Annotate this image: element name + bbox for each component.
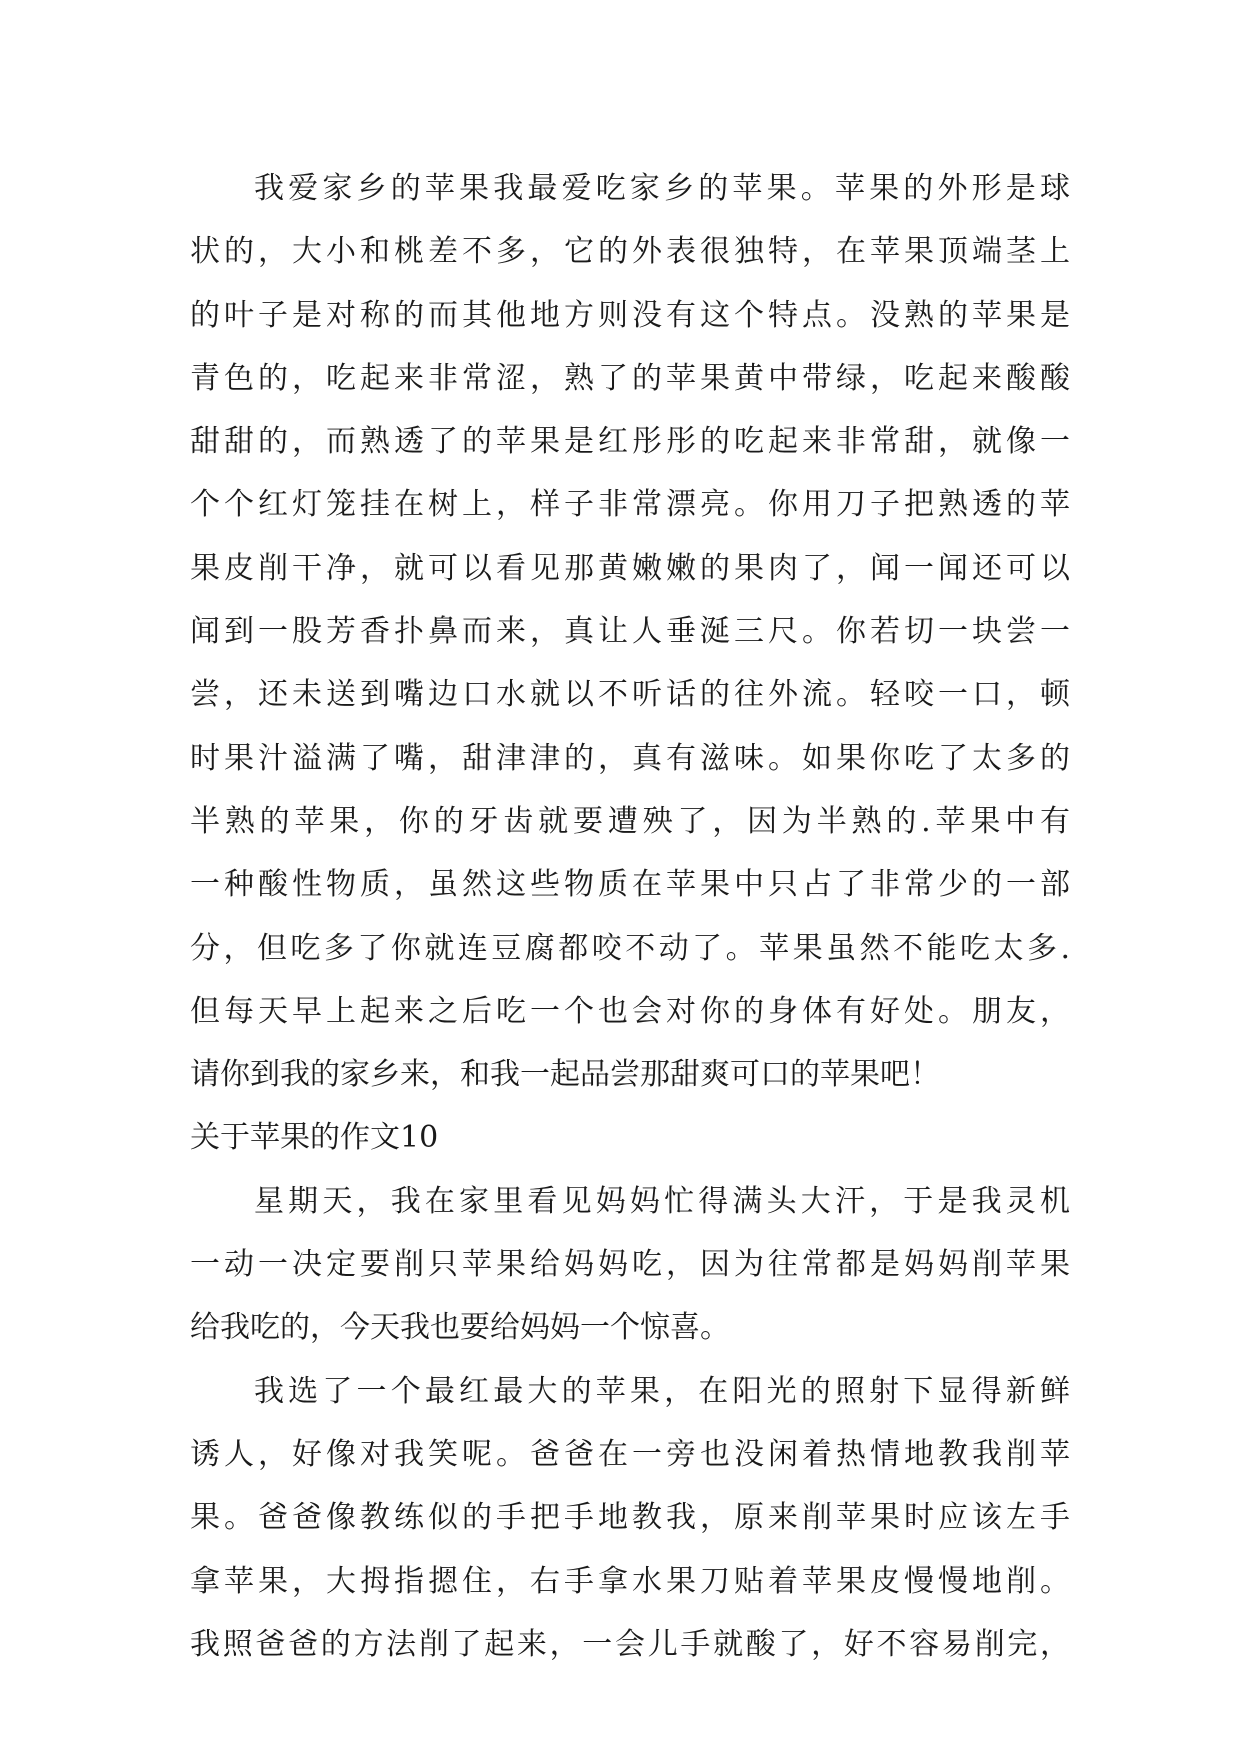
paragraph-line: 果皮削干净，就可以看见那黄嫩嫩的果肉了，闻一闻还可以	[190, 550, 1070, 586]
paragraph-line: 甜甜的，而熟透了的苹果是红彤彤的吃起来非常甜，就像一	[190, 424, 1070, 460]
paragraph-line: 请你到我的家乡来，和我一起品尝那甜爽可口的苹果吧！	[190, 1057, 940, 1093]
paragraph-line: 青色的，吃起来非常涩，熟了的苹果黄中带绿，吃起来酸酸	[190, 360, 1070, 396]
paragraph-line: 果。爸爸像教练似的手把手地教我，原来削苹果时应该左手	[190, 1500, 1070, 1536]
paragraph-line: 但每天早上起来之后吃一个也会对你的身体有好处。朋友，	[190, 993, 1070, 1029]
paragraph-line: 的叶子是对称的而其他地方则没有这个特点。没熟的苹果是	[190, 297, 1070, 333]
paragraph-line: 闻到一股芳香扑鼻而来，真让人垂涎三尺。你若切一块尝一	[190, 614, 1070, 650]
paragraph-line: 一种酸性物质，虽然这些物质在苹果中只占了非常少的一部	[190, 867, 1070, 903]
paragraph-line: 一动一决定要削只苹果给妈妈吃，因为往常都是妈妈削苹果	[190, 1247, 1070, 1283]
paragraph-line: 尝，还未送到嘴边口水就以不听话的往外流。轻咬一口，顿	[190, 677, 1070, 713]
paragraph-line: 我选了一个最红最大的苹果，在阳光的照射下显得新鲜	[254, 1373, 1070, 1409]
paragraph-line: 状的，大小和桃差不多，它的外表很独特，在苹果顶端茎上	[190, 234, 1070, 270]
paragraph-line: 给我吃的，今天我也要给妈妈一个惊喜。	[190, 1310, 730, 1346]
paragraph-line: 我爱家乡的苹果我最爱吃家乡的苹果。苹果的外形是球	[254, 171, 1070, 206]
paragraph-line: 分，但吃多了你就连豆腐都咬不动了。苹果虽然不能吃太多.	[190, 930, 1070, 966]
section-heading: 关于苹果的作文10	[190, 1120, 439, 1156]
paragraph-line: 诱人，好像对我笑呢。爸爸在一旁也没闲着热情地教我削苹	[190, 1436, 1070, 1472]
paragraph-line: 拿苹果，大拇指摁住，右手拿水果刀贴着苹果皮慢慢地削。	[190, 1563, 1070, 1599]
paragraph-line: 我照爸爸的方法削了起来，一会儿手就酸了，好不容易削完，	[190, 1626, 1070, 1662]
paragraph-line: 时果汁溢满了嘴，甜津津的，真有滋味。如果你吃了太多的	[190, 740, 1070, 776]
paragraph-line: 半熟的苹果，你的牙齿就要遭殃了，因为半熟的.苹果中有	[190, 803, 1070, 839]
paragraph-line: 星期天，我在家里看见妈妈忙得满头大汗，于是我灵机	[254, 1183, 1070, 1219]
paragraph-line: 个个红灯笼挂在树上，样子非常漂亮。你用刀子把熟透的苹	[190, 487, 1070, 523]
document-body	[190, 157, 1070, 1676]
